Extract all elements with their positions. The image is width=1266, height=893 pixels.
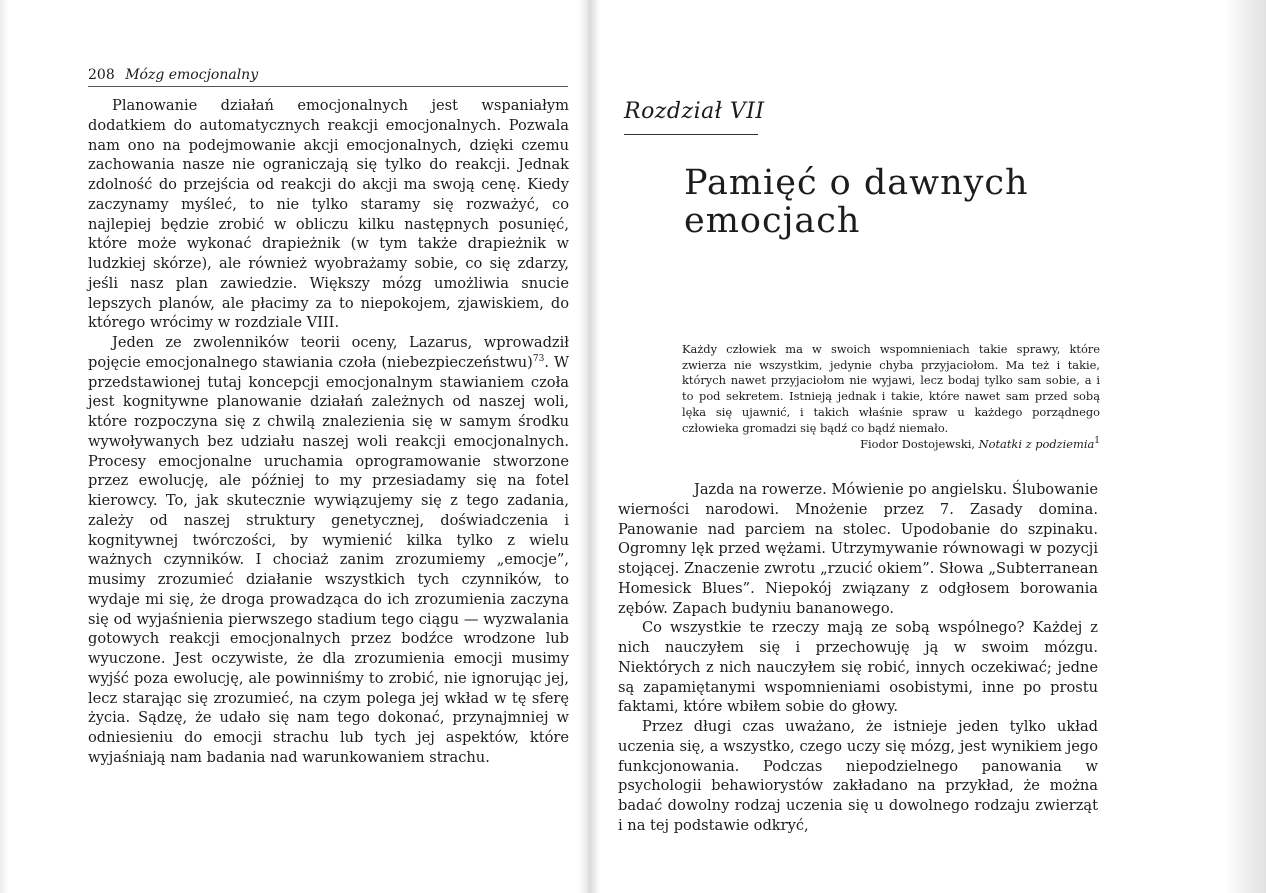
epigraph-text: Każdy człowiek ma w swoich wspomnieniach takie sprawy, które zwierza nie wszystkim, jedynie chyba przyjaciołom. Ma też i takie, których nawet przyjaciołom nie wyjawi, lecz bodaj tylko sam sobie, a i to pod sekretem. Istnieją jednak i takie, które nawet sam przed sobą lęka się ujawnić, i takich właśnie spraw u każdego porządnego człowieka gromadzi się bądź co bądź niemało.	[682, 342, 1100, 435]
chapter-label: Rozdział VII	[624, 99, 765, 124]
chapter-title	[684, 164, 1124, 240]
right-page	[590, 0, 1266, 893]
epigraph	[682, 342, 1100, 453]
chapter-title-line: emocjach	[684, 201, 861, 241]
footnote-ref[interactable]: 1	[1094, 436, 1100, 447]
paragraph	[88, 333, 569, 768]
paragraph: Jazda na rowerze. Mówienie po angielsku. Ślubowanie wierności narodowi. Mnożenie przez 7. Zasady domina. Panowanie nad parciem na stolec. Upodobanie do szpinaku. Ogromny lęk przed wężami. Utrzymywanie równowagi w pozycji stojącej. Znaczenie zwrotu „rzucić okiem”. Słowa „Subterranean Homesick Blues”. Niepokój związany z odgłosem borowania zębów. Zapach budyniu bananowego.	[618, 481, 1098, 617]
body-text	[618, 480, 1098, 836]
running-title: Mózg emocjonalny	[125, 67, 259, 83]
left-page	[0, 0, 590, 893]
paragraph: Planowanie działań emocjonalnych jest wspaniałym dodatkiem do automatycznych reakcji emocjonalnych. Pozwala nam ono na podejmowanie akcji emocjonalnych, dzięki czemu zachowania nasze nie ograniczają się tylko do reakcji. Jednak zdolność do przejścia od reakcji do akcji ma swoją cenę. Kiedy zaczynamy myśleć, to nie tylko staramy się rozważyć, co najlepiej będzie zrobić w obliczu kilku następnych posunięć, które może wykonać drapieżnik (w tym także drapieżnik w ludzkiej skórze), ale również wyobrażamy sobie, co się zdarzy, jeśli nasz plan zawiedzie. Większy mózg umożliwia snucie lepszych planów, ale płacimy za to niepokojem, zjawiskiem, do którego wrócimy w rozdziale VIII.	[88, 97, 569, 332]
page-edge-shadow	[1224, 0, 1266, 893]
chapter-title-line: Pamięć o dawnych	[684, 163, 1029, 203]
page-number: 208	[88, 67, 115, 83]
chapter-rule	[624, 134, 758, 135]
paragraph-text: . W przedstawionej tutaj koncepcji emocjonalnym stawianiem czoła jest kognitywne planowanie działań zależnych od naszej woli, które rozpoczyna się z chwilą znalezienia się w samym środku wywoływanych bez udziału naszej woli reakcji emocjonalnych. Procesy emocjonalne uruchamia oprogramowanie stworzone przez ewolucję, ale później to my przesiadamy się na fotel kierowcy. To, jak skutecznie wywiązujemy się z tego zadania, zależy od naszej struktury genetycznej, doświadczenia i kognitywnej twórczości, by wymienić kilka tylko z wielu ważnych czynników. I chociaż zanim zrozumiemy „emocje”, musimy zrozumieć działanie wszystkich tych czynników, to wydaje mi się, że droga prowadząca do ich zrozumienia zaczyna się od wyjaśnienia pierwszego stadium tego ciągu — wyzwalania gotowych reakcji emocjonalnych przez bodźce wrodzone lub wyuczone. Jest oczywiste, że dla zrozumienia emocji musimy wyjść poza ewolucję, ale powinniśmy to zrobić, nie ignorując jej, lecz starając się zrozumieć, na czym polega jej wkład w tę sferę życia. Sądzę, że udało się nam tego dokonać, przynajmniej w odniesieniu do emocji strachu lub tych jej aspektów, które wyjaśniają nam badania nad warunkowaniem strachu.	[88, 353, 569, 766]
epigraph-work: Notatki z podziemia	[978, 437, 1095, 452]
paragraph: Przez długi czas uważano, że istnieje jeden tylko układ uczenia się, a wszystko, czego uczy się mózg, jest wynikiem jego funkcjonowania. Podczas niepodzielnego panowania w psychologii behawiorystów zakładano na przykład, że można badać dowolny rodzaj uczenia się u dowolnego rodzaju zwierząt i na tej podstawie odkryć,	[618, 718, 1098, 834]
running-head	[88, 66, 568, 87]
epigraph-attribution	[682, 437, 1100, 453]
body-text	[88, 96, 569, 768]
paragraph: Co wszystkie te rzeczy mają ze sobą wspólnego? Każdej z nich nauczyłem się i przechowuję ją w swoim mózgu. Niektórych z nich nauczyłem się robić, innych oczekiwać; jedne są zapamiętanymi wspomnieniami osobistymi, inne po prostu faktami, które wbiłem sobie do głowy.	[618, 619, 1098, 716]
epigraph-author: Fiodor Dostojewski,	[860, 437, 976, 452]
footnote-ref[interactable]: 73	[532, 353, 545, 364]
paragraph-text: Jeden ze zwolenników teorii oceny, Lazarus, wprowadził pojęcie emocjonalnego stawiania czoła (niebezpieczeństwu)	[88, 334, 569, 371]
